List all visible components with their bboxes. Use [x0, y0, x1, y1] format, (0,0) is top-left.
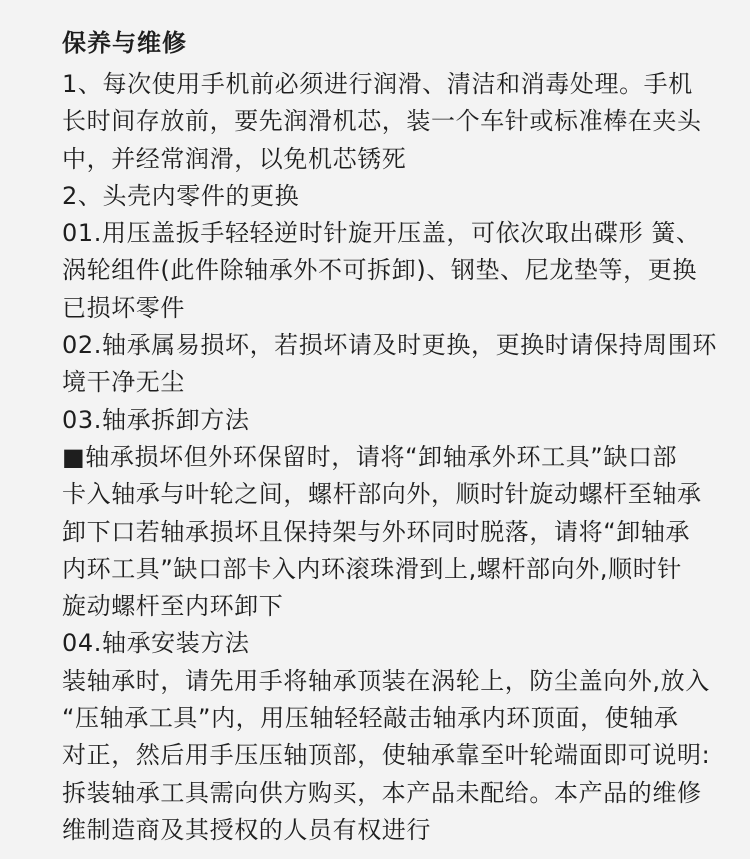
text-line: 旋动螺杆至内环卸下 — [62, 592, 284, 621]
text-line: 02.轴承属易损坏，若损坏请及时更换，更换时请保持周围环 — [62, 331, 717, 360]
text-line: ■轴承损坏但外环保留时，请将“卸轴承外环工具”缺口部 — [62, 442, 678, 471]
text-line: 04.轴承安装方法 — [62, 629, 250, 658]
text-line: 卡入轴承与叶轮之间，螺杆部向外，顺时针旋动螺杆至轴承 — [62, 480, 702, 509]
text-line: 01.用压盖扳手轻轻逆时针旋开压盖，可依次取出碟形 簧、 — [62, 219, 701, 248]
text-line: 2、头壳内零件的更换 — [62, 181, 300, 210]
text-line: 境干净无尘 — [62, 368, 185, 397]
text-line: 维制造商及其授权的人员有权进行 — [62, 815, 431, 844]
text-line: 涡轮组件(此件除轴承外不可拆卸)、钢垫、尼龙垫等，更换 — [62, 256, 697, 285]
text-line: 拆装轴承工具需向供方购买，本产品未配给。本产品的维修 — [62, 778, 702, 807]
text-line: 1、每次使用手机前必须进行润滑、清洁和消毒处理。手机 — [62, 70, 693, 98]
text-line: 中，并经常润滑，以免机芯锈死 — [62, 144, 407, 173]
text-line: 内环工具”缺口部卡入内环滚珠滑到上,螺杆部向外,顺时针 — [62, 554, 682, 583]
document-body — [62, 24, 732, 849]
text-line: 已损坏零件 — [62, 293, 185, 322]
text-line: 03.轴承拆卸方法 — [62, 405, 250, 434]
text-line: 装轴承时，请先用手将轴承顶装在涡轮上，防尘盖向外,放入 — [62, 666, 710, 695]
text-line: 对正，然后用手压压轴顶部，使轴承靠至叶轮端面即可说明: — [62, 741, 711, 770]
text-line: “压轴承工具”内，用压轴轻轻敲击轴承内环顶面，使轴承 — [62, 704, 679, 733]
text-line: 卸下口若轴承损坏且保持架与外环同时脱落，请将“卸轴承 — [62, 517, 691, 546]
text-line: 长时间存放前，要先润滑机芯，装一个车针或标准棒在夹头 — [62, 107, 702, 136]
section-title: 保养与维修 — [62, 29, 187, 57]
